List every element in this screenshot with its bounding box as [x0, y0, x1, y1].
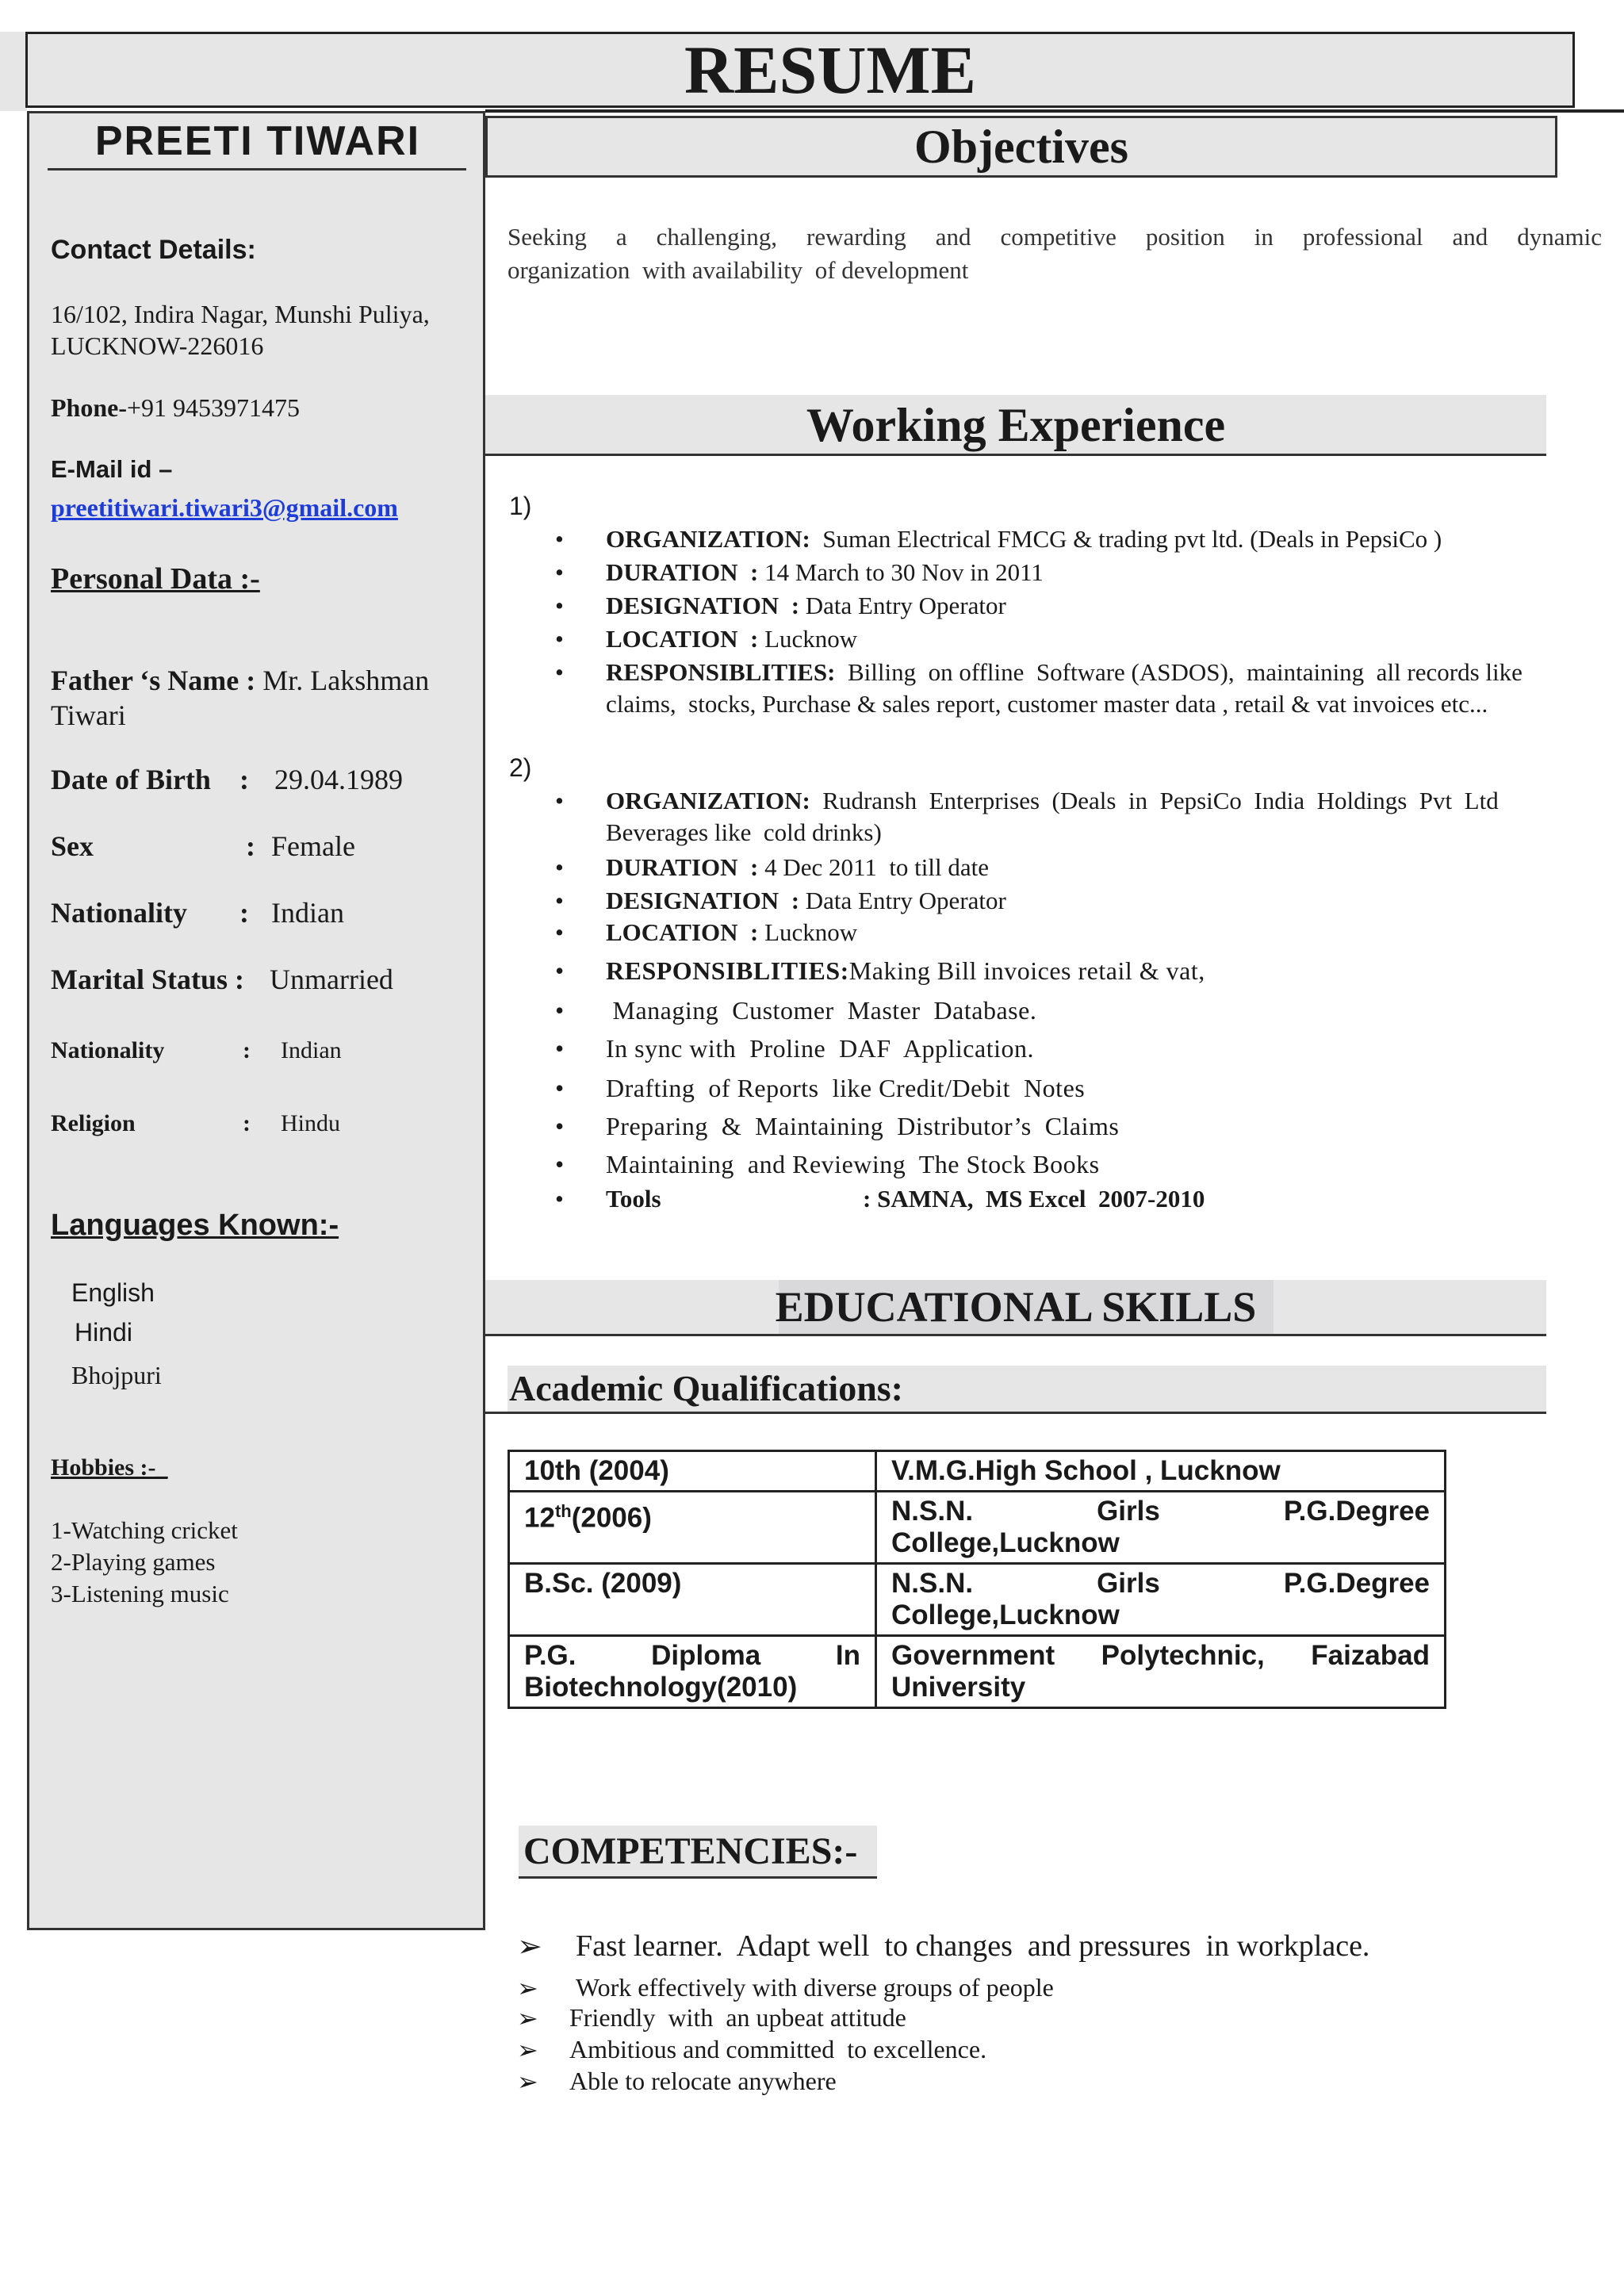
- education-heading: EDUCATIONAL SKILLS: [775, 1283, 1257, 1331]
- dob-sep: :: [239, 764, 249, 795]
- nationality-2-sep: :: [243, 1037, 251, 1063]
- language-item: Bhojpuri: [71, 1361, 162, 1389]
- marital-status-value: Unmarried: [270, 964, 393, 995]
- name-underline: [48, 168, 466, 170]
- table-row: [509, 1451, 1446, 1492]
- phone-label: Phone-: [51, 393, 127, 422]
- fathers-name: [51, 663, 479, 733]
- languages-heading: Languages Known:-: [51, 1209, 339, 1242]
- sex-value: Female: [271, 830, 355, 862]
- phone-value: +91 9453971475: [127, 393, 301, 422]
- religion-value: Hindu: [281, 1110, 340, 1136]
- dob-label: Date of Birth: [51, 764, 211, 795]
- hobbies-list: [51, 1515, 238, 1610]
- nationality-2-value: Indian: [281, 1037, 342, 1063]
- title-underline: [485, 109, 1624, 113]
- resume-title: RESUME: [684, 32, 976, 108]
- qualification-cell: P.G. Diploma In Biotechnology(2010): [509, 1636, 876, 1708]
- candidate-name: PREETI TIWARI: [94, 118, 421, 164]
- institute-cell: N.S.N. Girls P.G.Degree College,Lucknow: [876, 1564, 1446, 1636]
- hobbies-heading: Hobbies :-_: [51, 1454, 168, 1481]
- religion-label: Religion: [51, 1110, 136, 1136]
- address-line-1: 16/102, Indira Nagar, Munshi Puliya,: [51, 300, 430, 328]
- job-number: 2): [509, 753, 532, 782]
- hobby-item: 3-Listening music: [51, 1580, 229, 1607]
- qualification-cell: B.Sc. (2009): [509, 1564, 876, 1636]
- institute-cell: V.M.G.High School , Lucknow: [876, 1451, 1446, 1492]
- hobby-item: 1-Watching cricket: [51, 1516, 238, 1544]
- email-label: E-Mail id –: [51, 455, 173, 483]
- table-row: [509, 1492, 1446, 1564]
- objectives-heading: Objectives: [914, 121, 1128, 173]
- contact-heading: Contact Details:: [51, 235, 256, 265]
- qualifications-table: [508, 1450, 1446, 1709]
- nationality-2-label: Nationality: [51, 1037, 165, 1063]
- competencies-heading: COMPETENCIES:-: [523, 1830, 858, 1872]
- nationality-label: Nationality: [51, 897, 188, 929]
- sex-label: Sex: [51, 830, 94, 862]
- address-line-2: LUCKNOW-226016: [51, 331, 264, 360]
- left-edge-shade: [0, 32, 27, 111]
- nationality-value: Indian: [271, 897, 344, 929]
- education-rule: [485, 1334, 1546, 1336]
- sex-sep: :: [246, 830, 255, 862]
- language-item: English: [71, 1278, 155, 1307]
- dob-value: 29.04.1989: [274, 764, 403, 795]
- arrow-bullet-icon: ➢: [517, 1974, 538, 2002]
- hobby-item: 2-Playing games: [51, 1548, 216, 1576]
- arrow-bullet-icon: ➢: [517, 2004, 538, 2033]
- nationality-sep: :: [239, 897, 249, 929]
- objectives-line-2: organization with availability of development: [508, 256, 969, 284]
- marital-status-label: Marital Status :: [51, 964, 244, 995]
- institute-cell: Government Polytechnic, Faizabad University: [876, 1636, 1446, 1708]
- fathers-name-value-2: Tiwari: [51, 699, 126, 731]
- job-number: 1): [509, 492, 532, 520]
- religion-sep: :: [243, 1110, 251, 1136]
- experience-heading: Working Experience: [806, 399, 1226, 451]
- objectives-line-1: Seeking a challenging, rewarding and competitive position in professional and dynamic: [508, 223, 1602, 251]
- academic-rule: [485, 1412, 1546, 1414]
- qualification-cell: 10th (2004): [509, 1451, 876, 1492]
- personal-data-heading: Personal Data :-: [51, 562, 260, 596]
- institute-cell: N.S.N. Girls P.G.Degree College,Lucknow: [876, 1492, 1446, 1564]
- language-item: Hindi: [75, 1318, 132, 1347]
- arrow-bullet-icon: ➢: [517, 1930, 542, 1964]
- fathers-name-value-1: Mr. Lakshman: [262, 665, 430, 696]
- sidebar-panel: [27, 111, 485, 1930]
- academic-heading: Academic Qualifications:: [509, 1368, 903, 1408]
- table-row: [509, 1564, 1446, 1636]
- arrow-bullet-icon: ➢: [517, 2036, 538, 2064]
- table-row: [509, 1636, 1446, 1708]
- qualification-cell: 12th(2006): [509, 1492, 876, 1564]
- arrow-bullet-icon: ➢: [517, 2067, 538, 2096]
- fathers-name-label: Father ‘s Name :: [51, 665, 256, 696]
- phone-line: [51, 392, 300, 423]
- email-link[interactable]: preetitiwari.tiwari3@gmail.com: [51, 493, 398, 522]
